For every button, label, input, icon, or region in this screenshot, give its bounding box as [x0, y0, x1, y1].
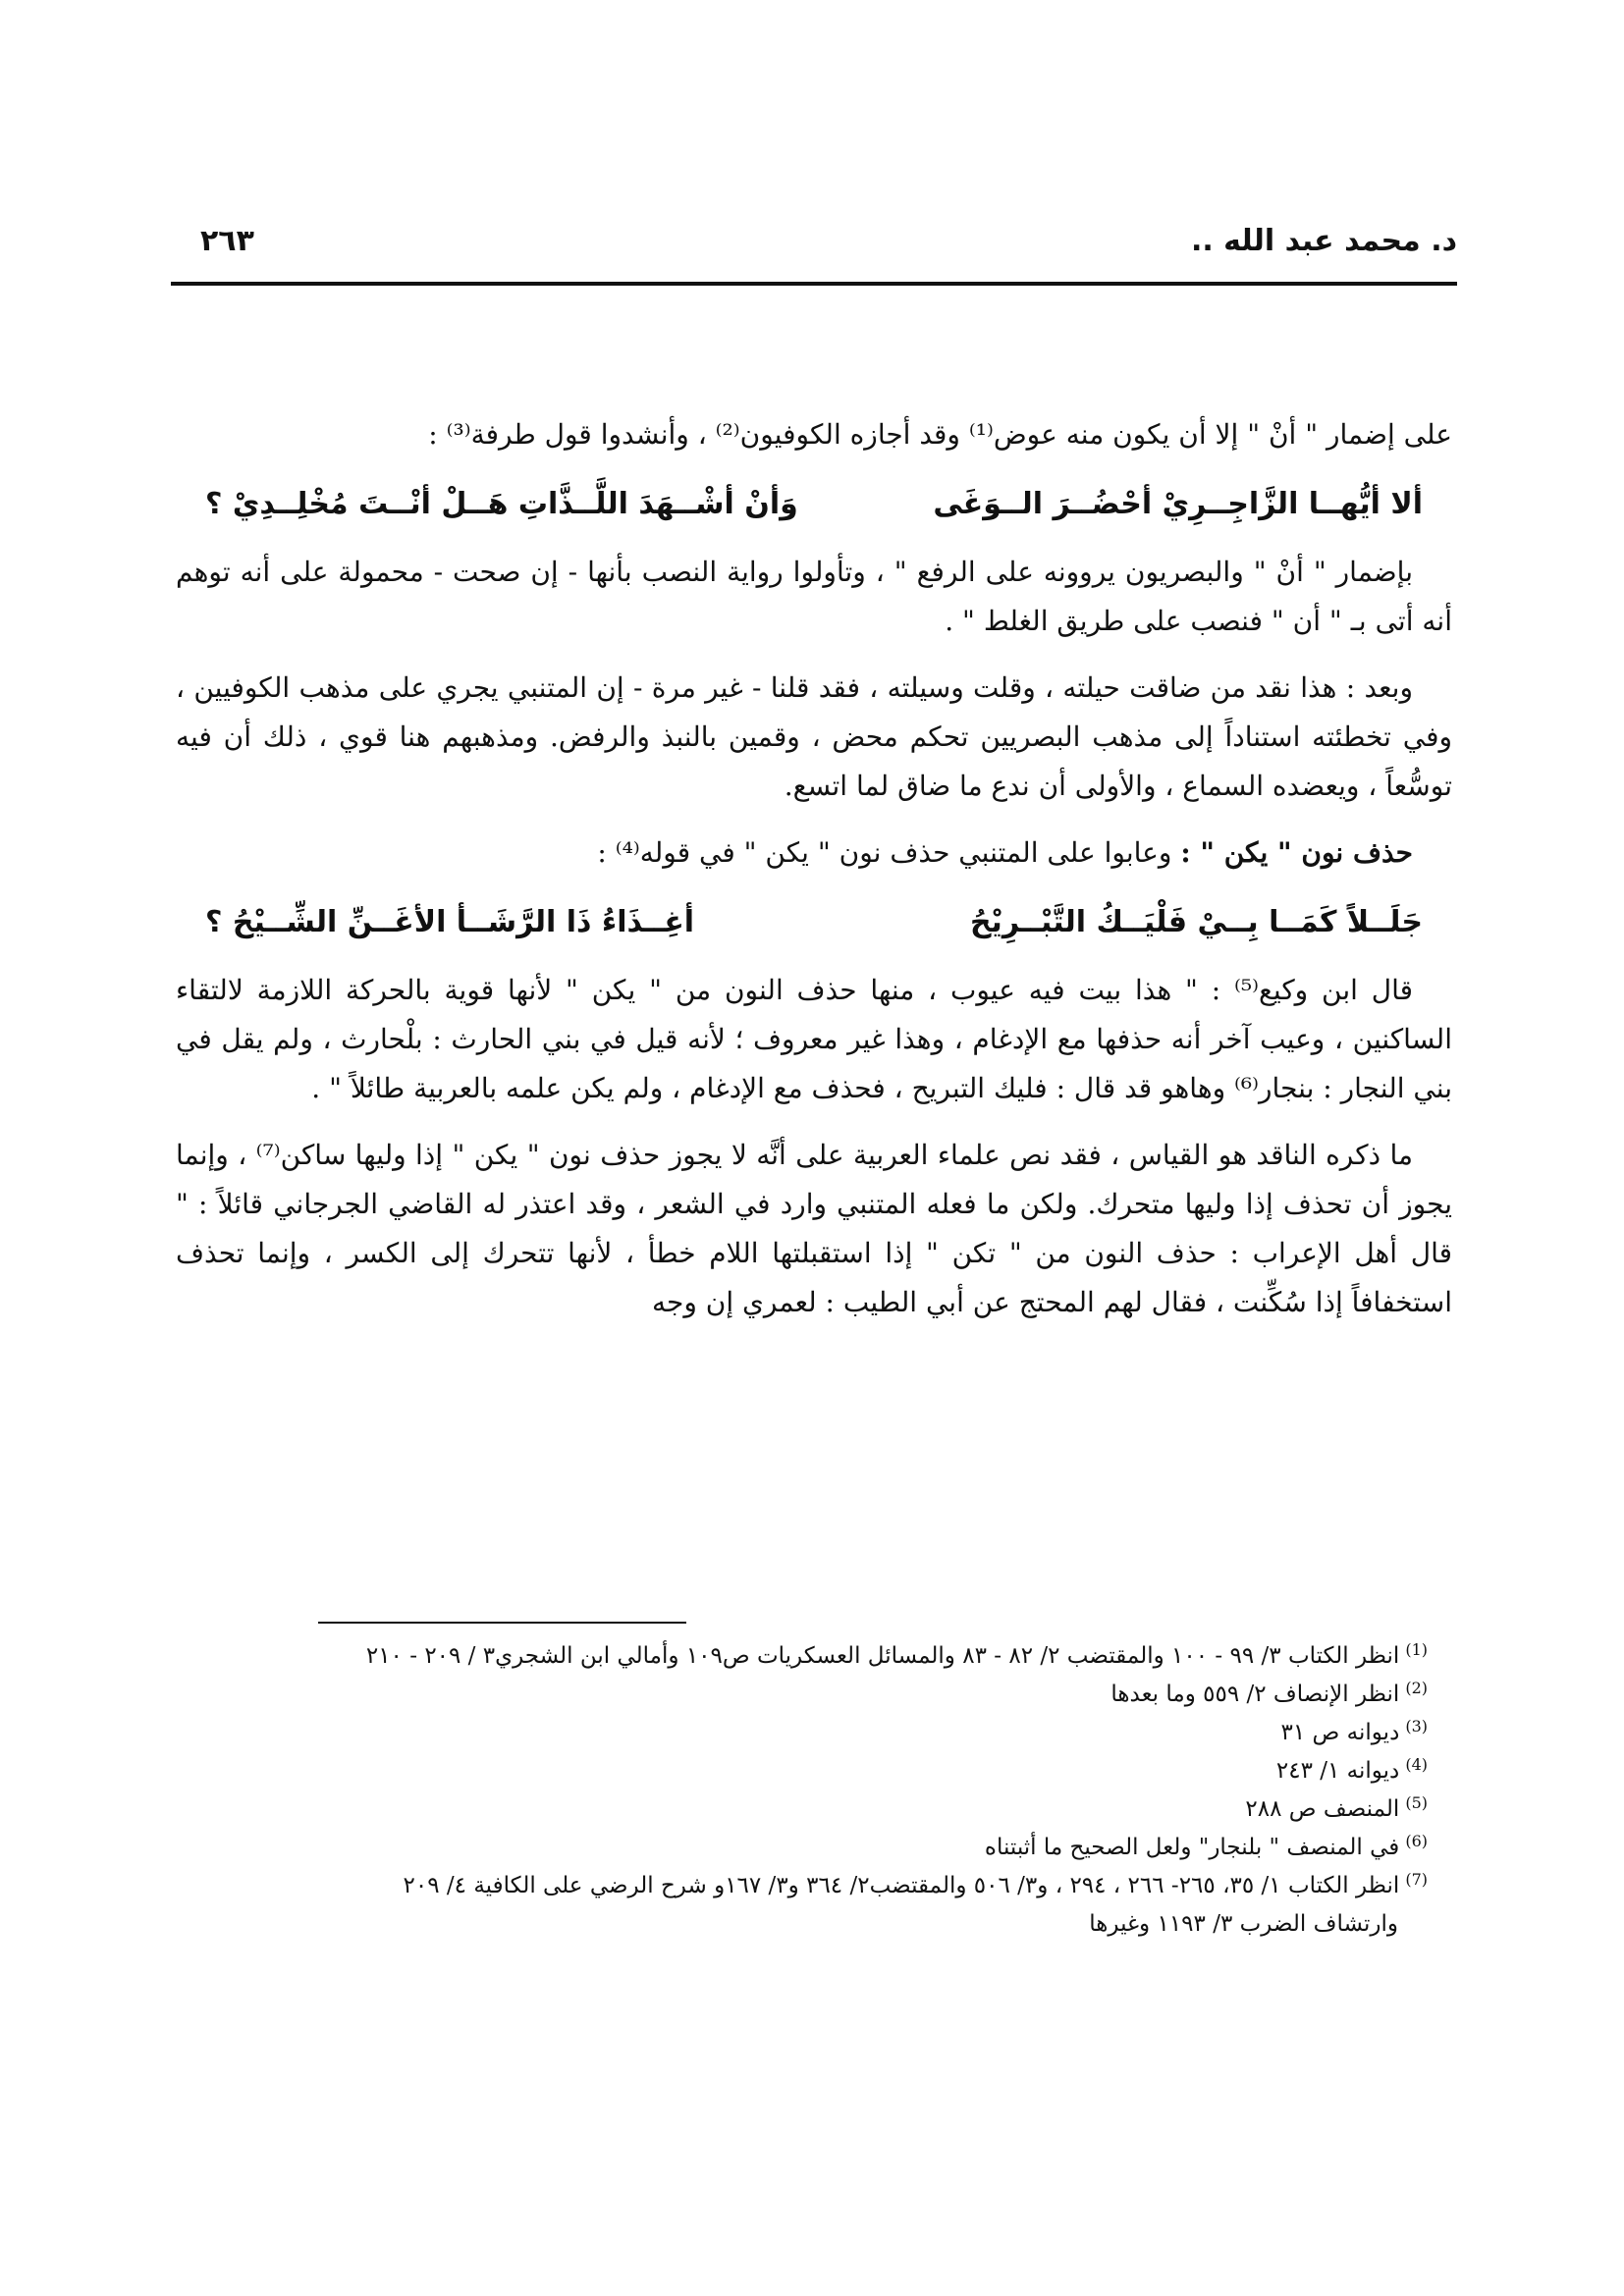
footnote-1	[181, 1637, 1428, 1676]
footnote-text: ديوانه ١/ ٢٤٣	[1275, 1758, 1400, 1784]
footnote-7-continuation: وارتشاف الضرب ٣/ ١١٩٣ وغيرها	[1089, 1911, 1398, 1937]
footnote-5	[181, 1790, 1428, 1829]
footnote-2	[181, 1676, 1428, 1714]
footnote-number: (6)	[1405, 1832, 1428, 1850]
footnote-rule	[318, 1622, 686, 1624]
footnotes	[181, 1637, 1428, 1944]
paragraph-6: ما ذكره الناقد هو القياس ، فقد نص علماء العربية على أنَّه لا يجوز حذف نون " يكن " إذا وليها ساكن⁽⁷⁾ ، وإنما يجوز أن تحذف إذا وليها متحرك. ولكن ما فعله المتنبي وارد في الشعر ، وقد اعتذر له القاضي الجرجاني قائلاً : " قال أهل الإعراب : حذف النون من " تكن " إذا استقبلتها اللام خطأ ، لأنها تتحرك إلى الكسر ، وإنما تحذف استخفافاً إذا سُكِّنت ، فقال لهم المحتج عن أبي الطيب : لعمري إن وجه	[176, 1139, 1452, 1318]
running-head-author: د. محمد عبد الله ..	[1190, 223, 1457, 258]
paragraph-4	[176, 828, 1452, 878]
footnote-7	[181, 1867, 1428, 1905]
footnote-3	[181, 1714, 1428, 1752]
footnote-text: المنصف ص ٢٨٨	[1245, 1796, 1400, 1822]
footnote-text: ديوانه ص ٣١	[1280, 1720, 1400, 1745]
footnote-text: انظر الكتاب ٣/ ٩٩ - ١٠٠ والمقتضب ٢/ ٨٢ - ٨٣ والمسائل العسكريات ص١٠٩ وأمالي ابن الشجري٣ / ٢٠٩ - ٢١٠	[365, 1643, 1400, 1669]
paragraph-4-text: وعابوا على المتنبي حذف نون " يكن " في قوله⁽⁴⁾ :	[597, 836, 1181, 869]
footnote-6	[181, 1829, 1428, 1867]
verse-hemistich-first: ألا أيُّهــا الزَّاجِــرِيْ أحْضُــرَ الــوَغَى	[933, 487, 1423, 521]
section-heading: حذف نون " يكن " :	[1180, 836, 1413, 869]
footnote-4	[181, 1752, 1428, 1790]
verse-hemistich-second: أغِــذَاءُ ذَا الرَّشَــأ الأغَــنِّ الشِّــيْحُ ؟	[205, 905, 695, 939]
footnote-number: (7)	[1405, 1870, 1428, 1889]
footnote-number: (1)	[1405, 1640, 1428, 1659]
header-rule	[171, 282, 1457, 286]
paragraph-1: على إضمار " أنْ " إلا أن يكون منه عوض⁽¹⁾ وقد أجازه الكوفيون⁽²⁾ ، وأنشدوا قول طرفة⁽³⁾ :	[428, 418, 1452, 451]
footnote-number: (3)	[1405, 1717, 1428, 1735]
footnote-text: في المنصف " بلنجار" ولعل الصحيح ما أثبتناه	[984, 1835, 1400, 1860]
footnote-number: (2)	[1405, 1679, 1428, 1697]
verse-hemistich-first: جَلَــلاً كَمَــا بِــيْ فَلْيَــكُ التَّبْــرِيْحُ	[969, 905, 1423, 939]
verse-hemistich-second: وَأنْ أشْــهَدَ اللَّــذَّاتِ هَــلْ أنْــتَ مُخْلِــدِيْ ؟	[205, 487, 798, 521]
footnote-text: انظر الكتاب ١/ ٣٥، ٢٦٥- ٢٦٦ ، ٢٩٤ ، و٣/ ٥٠٦ والمقتضب٢/ ٣٦٤ و٣/ ١٦٧و شرح الرضي على الكافية ٤/ ٢٠٩	[403, 1873, 1400, 1898]
footnote-text: انظر الإنصاف ٢/ ٥٥٩ وما بعدها	[1110, 1682, 1400, 1707]
paragraph-2: بإضمار " أنْ " والبصريون يروونه على الرفع " ، وتأولوا رواية النصب بأنها - إن صحت - محمولة على أنه توهم أنه أتى بـ " أن " فنصب على طريق الغلط " .	[176, 556, 1452, 637]
page-number: ٢٦٣	[200, 223, 254, 258]
paragraph-3: وبعد : هذا نقد من ضاقت حيلته ، وقلت وسيلته ، فقد قلنا - غير مرة - إن المتنبي يجري على مذهب الكوفيين ، وفي تخطئته استناداً إلى مذهب البصريين تحكم محض ، وقمين بالنبذ والرفض. ومذهبهم هنا قوي ، ذلك أن فيه توسُّعاً ، ويعضده السماع ، والأولى أن ندع ما ضاق لما اتسع.	[176, 671, 1452, 802]
main-text	[176, 410, 1452, 1345]
verse-mutanabbi	[205, 895, 1423, 950]
paragraph-5: قال ابن وكيع⁽⁵⁾ : " هذا بيت فيه عيوب ، منها حذف النون من " يكن " لأنها قوية بالحركة اللازمة لالتقاء الساكنين ، وعيب آخر أنه حذفها مع الإدغام ، وهذا غير معروف ؛ لأنه قيل في بني الحارث : بلْحارث ، ولم يقل في بني النجار : بنجار⁽⁶⁾ وهاهو قد قال : فليك التبريح ، فحذف مع الإدغام ، ولم يكن علمه بالعربية طائلاً " .	[176, 974, 1452, 1104]
footnote-number: (4)	[1405, 1755, 1428, 1774]
footnote-number: (5)	[1405, 1793, 1428, 1812]
verse-tarafa	[205, 477, 1423, 532]
page-header	[171, 211, 1457, 270]
